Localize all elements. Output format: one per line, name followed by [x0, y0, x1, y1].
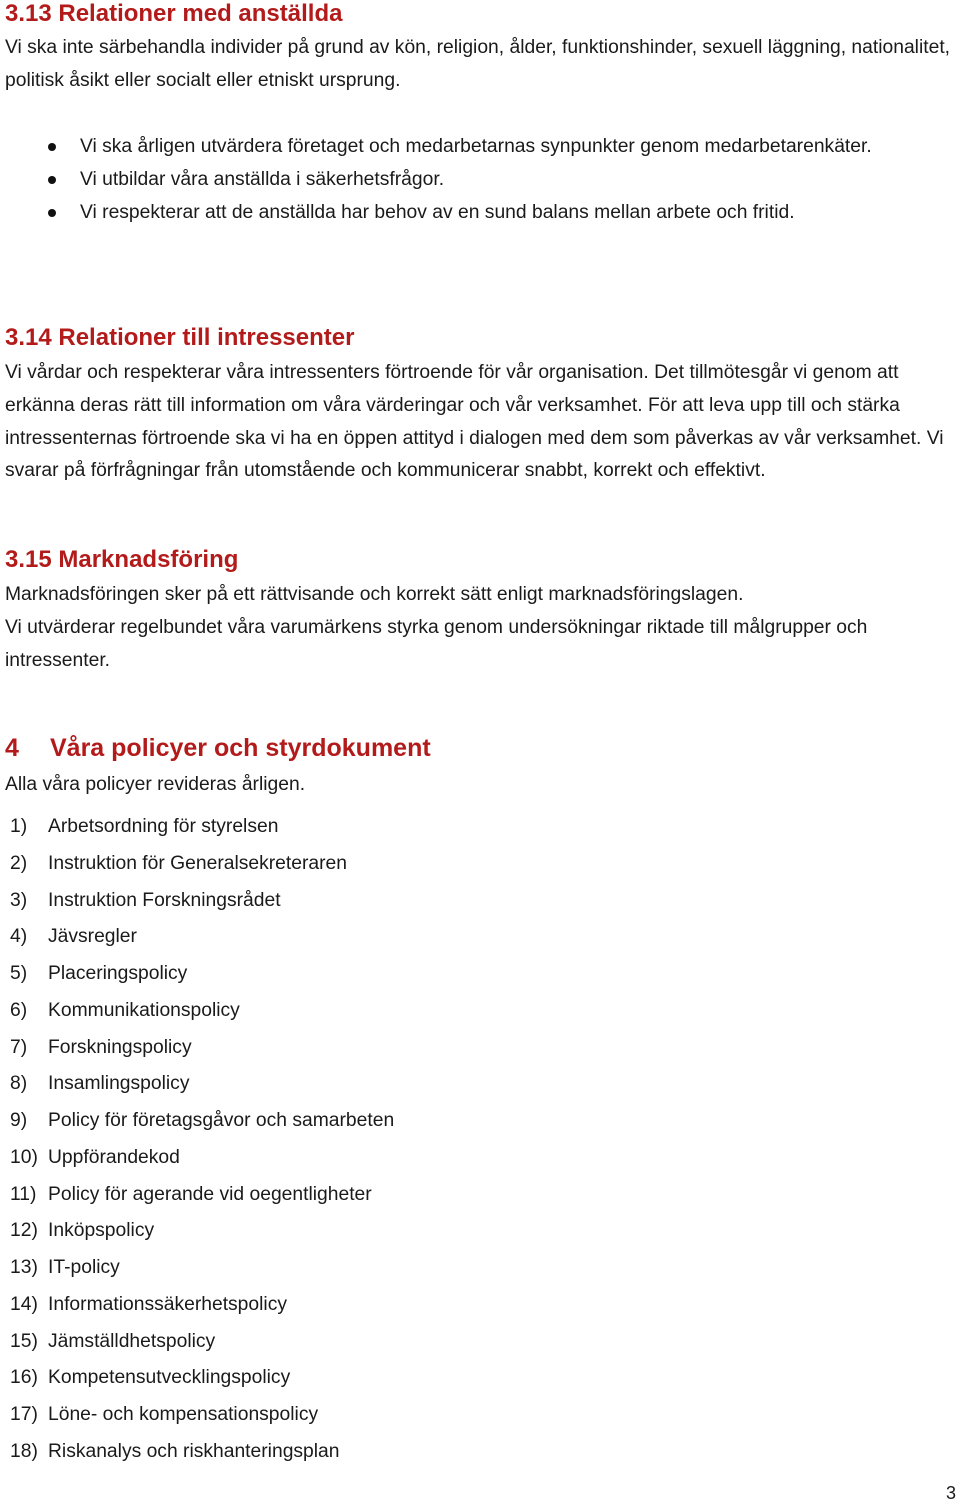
- bullet-text: Vi utbildar våra anställda i säkerhetsfrågor.: [80, 169, 445, 190]
- section-3-15-line-1: Marknadsföringen sker på ett rättvisande och korrekt sätt enligt marknadsföringslagen.: [5, 584, 744, 605]
- policy-list-item: [0, 809, 394, 846]
- policy-label: Löne- och kompensationspolicy: [48, 1404, 319, 1425]
- bullet-dot-icon: [48, 176, 56, 184]
- policy-number: 1): [10, 816, 28, 837]
- policy-number: 8): [10, 1073, 28, 1095]
- policy-label: Uppförandekod: [48, 1146, 180, 1168]
- bullet-text: Vi ska årligen utvärdera företaget och medarbetarnas synpunkter genom medarbetarenkäter.: [80, 136, 872, 157]
- policy-label: Placeringspolicy: [48, 963, 188, 984]
- policy-number: 17): [10, 1404, 38, 1425]
- section-3-15-line-2: Vi utvärderar regelbundet våra varumärkens styrka genom undersökningar riktade till målgrupper och intressenter.: [5, 617, 868, 671]
- policy-label: Inköpspolicy: [48, 1220, 155, 1242]
- policy-label: IT-policy: [48, 1257, 120, 1278]
- policy-label: Informationssäkerhetspolicy: [48, 1293, 287, 1315]
- policy-list-item: [0, 1030, 394, 1067]
- policy-list-item: [0, 993, 394, 1030]
- policy-list-item: [0, 846, 394, 883]
- bullet-dot-icon: [48, 143, 56, 151]
- chapter-4-heading: [5, 733, 431, 763]
- policy-label: Jävsregler: [48, 926, 137, 948]
- policy-number: 6): [10, 999, 28, 1021]
- policy-label: Riskanalys och riskhanteringsplan: [48, 1440, 340, 1462]
- policy-label: Instruktion Forskningsrådet: [48, 889, 281, 911]
- section-3-13-bullet-list: [0, 130, 930, 229]
- policy-label: Insamlingspolicy: [48, 1073, 190, 1095]
- policy-number: 3): [10, 889, 28, 911]
- policy-list-item: [0, 1324, 394, 1361]
- policy-list-item: [0, 1177, 394, 1214]
- policy-label: Arbetsordning för styrelsen: [48, 816, 279, 837]
- policy-list-item: [0, 1397, 394, 1434]
- policy-label: Kommunikationspolicy: [48, 999, 240, 1021]
- policy-list-item: [0, 1213, 394, 1250]
- policy-number: 9): [10, 1110, 28, 1131]
- policy-number: 2): [10, 852, 28, 874]
- chapter-number: 4: [5, 734, 19, 762]
- policy-number: 13): [10, 1257, 38, 1278]
- section-3-14-body: Vi vårdar och respekterar våra intressenters förtroende för vår organisation. Det tillmötesgår vi genom att erkänna deras rätt till information om våra värderingar och vår verksamhet. För att leva upp till och stärka intressenternas förtroende ska vi ha en öppen attityd i dialogen med dem som påverkas av vår verksamhet. Vi svarar på förfrågningar från utomstående och kommunicerar snabbt, korrekt och effektivt.: [5, 362, 944, 482]
- policy-list-item: [0, 919, 394, 956]
- policy-list-item: [0, 1250, 394, 1287]
- policy-number: 11): [10, 1183, 37, 1205]
- policy-number: 5): [10, 963, 28, 984]
- policy-list-item: [0, 1287, 394, 1324]
- bullet-item: [0, 196, 930, 229]
- policy-list-item: [0, 1140, 394, 1177]
- section-3-15-heading: 3.15 Marknadsföring: [5, 546, 239, 573]
- policy-number: 10): [10, 1146, 38, 1168]
- policy-label: Policy för företagsgåvor och samarbeten: [48, 1110, 395, 1131]
- policy-number: 15): [10, 1330, 38, 1352]
- policy-list-item: [0, 883, 394, 920]
- policy-list-item: [0, 1066, 394, 1103]
- policy-label: Jämställdhetspolicy: [48, 1330, 216, 1352]
- policy-list-item: [0, 1103, 394, 1140]
- section-3-13-intro: Vi ska inte särbehandla individer på grund av kön, religion, ålder, funktionshinder, sexuell läggning, nationalitet, politisk åsikt eller socialt eller etniskt ursprung.: [5, 37, 951, 91]
- chapter-title: Våra policyer och styrdokument: [50, 734, 431, 762]
- bullet-dot-icon: [48, 209, 56, 217]
- section-3-14-heading: 3.14 Relationer till intressenter: [5, 324, 355, 351]
- policy-label: Kompetensutvecklingspolicy: [48, 1367, 291, 1389]
- section-3-13-heading: 3.13 Relationer med anställda: [5, 0, 343, 27]
- policy-number: 4): [10, 926, 28, 948]
- policy-label: Policy för agerande vid oegentligheter: [48, 1183, 372, 1205]
- policy-number: 7): [10, 1036, 28, 1058]
- chapter-4-intro: Alla våra policyer revideras årligen.: [5, 774, 306, 795]
- bullet-text: Vi respekterar att de anställda har behov av en sund balans mellan arbete och fritid.: [80, 202, 795, 223]
- policy-list: [0, 809, 394, 1471]
- policy-number: 14): [10, 1293, 38, 1315]
- policy-number: 18): [10, 1440, 38, 1462]
- page-number: 3: [945, 1483, 956, 1503]
- policy-list-item: [0, 956, 394, 993]
- policy-number: 12): [10, 1220, 38, 1242]
- policy-list-item: [0, 1360, 394, 1397]
- policy-label: Instruktion för Generalsekreteraren: [48, 852, 348, 874]
- bullet-item: [0, 130, 930, 163]
- policy-list-item: [0, 1434, 394, 1471]
- policy-number: 16): [10, 1367, 38, 1389]
- bullet-item: [0, 163, 930, 196]
- policy-label: Forskningspolicy: [48, 1036, 192, 1058]
